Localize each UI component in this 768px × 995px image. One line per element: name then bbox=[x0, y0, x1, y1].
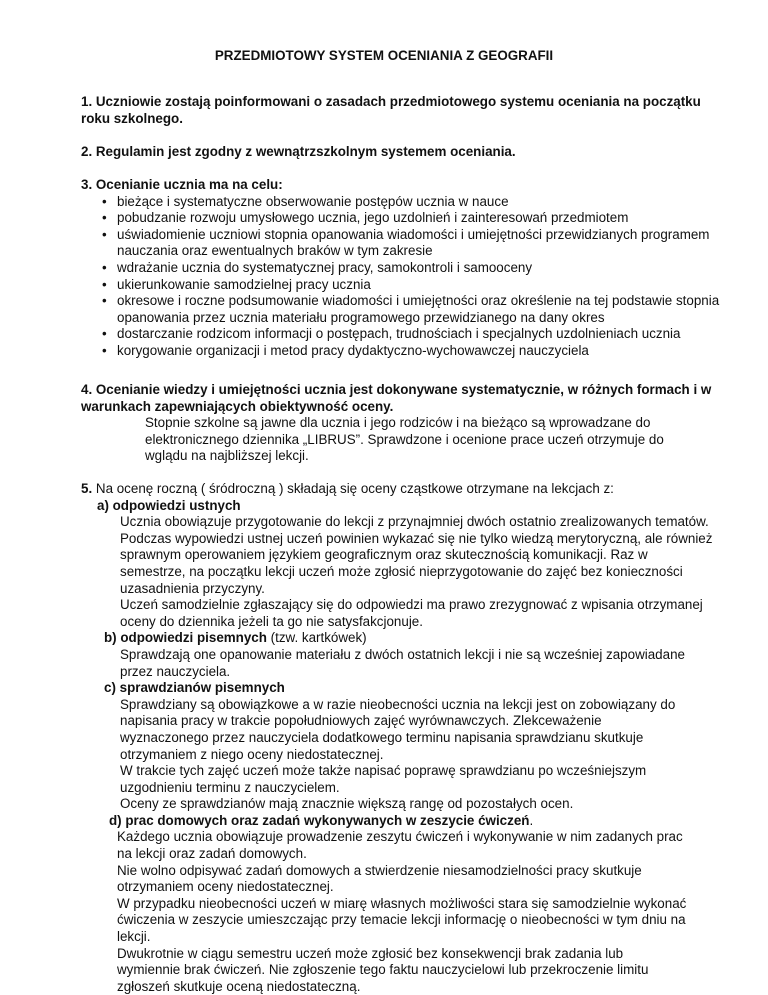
subsection-d-heading bbox=[81, 813, 721, 830]
section-4 bbox=[81, 382, 721, 465]
subsection-c-body bbox=[81, 697, 680, 813]
paragraph: Oceny ze sprawdzianów mają znacznie większą rangę od pozostałych ocen. bbox=[120, 796, 574, 812]
subsection-b-heading bbox=[81, 630, 721, 647]
paragraph: Dwukrotnie w ciągu semestru uczeń może zgłosić bez konsekwencji brak zadania lub wymiennie brak ćwiczeń. Nie zgłoszenie tego faktu nauczycielowi lub przekroczenie limitu zgłoszeń skutkuje oceną niedostateczną. bbox=[117, 945, 649, 994]
subsection-b-title: b) odpowiedzi pisemnych bbox=[104, 630, 267, 646]
paragraph: Nie wolno odpisywać zadań domowych a stwierdzenie niesamodzielności pracy skutkuje otrzymaniem oceny niedostatecznej. bbox=[117, 862, 642, 895]
document-title: PRZEDMIOTOWY SYSTEM OCENIANIA Z GEOGRAFII bbox=[214, 48, 554, 63]
subsection-b-note: (tzw. kartkówek) bbox=[266, 630, 367, 646]
list-item: • okresowe i roczne podsumowanie wiadomości i umiejętności oraz określenie na tej podstawie stopnia opanowania przez ucznia materiału programowego przewidzianego na dany okres bbox=[81, 293, 721, 326]
section-2: 2. Regulamin jest zgodny z wewnątrzszkolnym systemem oceniania. bbox=[81, 144, 516, 159]
goals-list bbox=[81, 194, 721, 360]
section-3-heading: 3. Ocenianie ucznia ma na celu: bbox=[81, 177, 283, 192]
section-3 bbox=[81, 177, 721, 360]
subsection-a-body bbox=[81, 514, 715, 630]
list-item: • uświadomienie uczniowi stopnia opanowania wiadomości i umiejętności przewidzianych programem nauczania oraz ewentualnych braków w tym zakresie bbox=[81, 227, 721, 260]
subsection-d-dot: . bbox=[529, 812, 534, 828]
list-item: • korygowanie organizacji i metod pracy dydaktyczno-wychowawczej nauczyciela bbox=[81, 343, 721, 360]
subsection-d-title: d) prac domowych oraz zadań wykonywanych w zeszycie ćwiczeń bbox=[109, 812, 530, 828]
section-4-heading: 4. Ocenianie wiedzy i umiejętności ucznia jest dokonywane systematycznie, w różnych formach i w warunkach zapewniających obiektywność oceny. bbox=[81, 382, 712, 414]
list-item: • dostarczanie rodzicom informacji o postępach, trudnościach i specjalnych uzdolnieniach ucznia bbox=[81, 326, 721, 343]
paragraph: Sprawdziany są obowiązkowe a w razie nieobecności ucznia na lekcji jest on zobowiązany do napisania pracy w trakcie popołudniowych zajęć wyrównawczych. Zlekceważenie wyznaczonego przez nauczyciela dodatkowego terminu napisania sprawdzianu skutkuje otrzymaniem z niego oceny niedostatecznej. bbox=[120, 696, 676, 762]
paragraph: Każdego ucznia obowiązuje prowadzenie zeszytu ćwiczeń i wykonywanie w nim zadanych prac na lekcji oraz zadań domowych. bbox=[117, 829, 683, 862]
list-item: • ukierunkowanie samodzielnej pracy ucznia bbox=[81, 277, 721, 294]
section-5-number: 5. bbox=[81, 481, 93, 496]
subsection-b-body bbox=[81, 647, 690, 680]
section-1: 1. Uczniowie zostają poinformowani o zasadach przedmiotowego systemu oceniania na początku roku szkolnego. bbox=[81, 94, 701, 126]
list-item: • bieżące i systematyczne obserwowanie postępów ucznia w nauce bbox=[81, 194, 721, 211]
list-item: • pobudzanie rozwoju umysłowego ucznia, jego uzdolnień i zainteresowań przedmiotem bbox=[81, 210, 721, 227]
subsection-d-body bbox=[81, 829, 687, 995]
paragraph: Uczeń samodzielnie zgłaszający się do odpowiedzi ma prawo zrezygnować z wpisania otrzymanej oceny do dziennika jeżeli ta go nie satysfakcjonuje. bbox=[120, 597, 703, 629]
list-item: • wdrażanie ucznia do systematycznej pracy, samokontroli i samooceny bbox=[81, 260, 721, 277]
section-5-intro bbox=[81, 481, 721, 498]
section-5-intro-text: Na ocenę roczną ( śródroczną ) składają się oceny cząstkowe otrzymane na lekcjach z: bbox=[92, 481, 614, 496]
section-4-body: Stopnie szkolne są jawne dla ucznia i jego rodziców i na bieżąco są wprowadzane do elektronicznego dziennika „LIBRUS”. Sprawdzone i ocenione prace uczeń otrzymuje do wglądu na najbliższej lekcji. bbox=[145, 415, 664, 464]
subsection-c-heading: c) sprawdzianów pisemnych bbox=[104, 680, 285, 696]
paragraph: Sprawdzają one opanowanie materiału z dwóch ostatnich lekcji i nie są wcześniej zapowiadane przez nauczyciela. bbox=[120, 646, 685, 679]
paragraph: W przypadku nieobecności uczeń w miarę własnych możliwości stara się samodzielnie wykonać ćwiczenia w zeszycie umieszczając przy temacie lekcji informację o nieobecności w tym dniu na lekcji. bbox=[117, 895, 687, 945]
paragraph: W trakcie tych zajęć uczeń może także napisać poprawę sprawdzianu po wcześniejszym uzgodnieniu terminu z nauczycielem. bbox=[120, 763, 647, 795]
subsection-a-heading: a) odpowiedzi ustnych bbox=[97, 497, 241, 513]
paragraph: Uczniа obowiązuje przygotowanie do lekcji z przynajmniej dwóch ostatnio zrealizowanych tematów. Podczas wypowiedzi ustnej uczeń powinien wykazać się nie tylko wiedzą merytoryczną, ale również sprawnym operowaniem językiem geograficznym oraz skutecznością komunikacji. Raz w semestrze, na początku lekcji uczeń może zgłosić nieprzygotowanie do zajęć bez konieczności uzasadnienia przyczyny. bbox=[120, 514, 713, 596]
section-5 bbox=[81, 481, 721, 995]
